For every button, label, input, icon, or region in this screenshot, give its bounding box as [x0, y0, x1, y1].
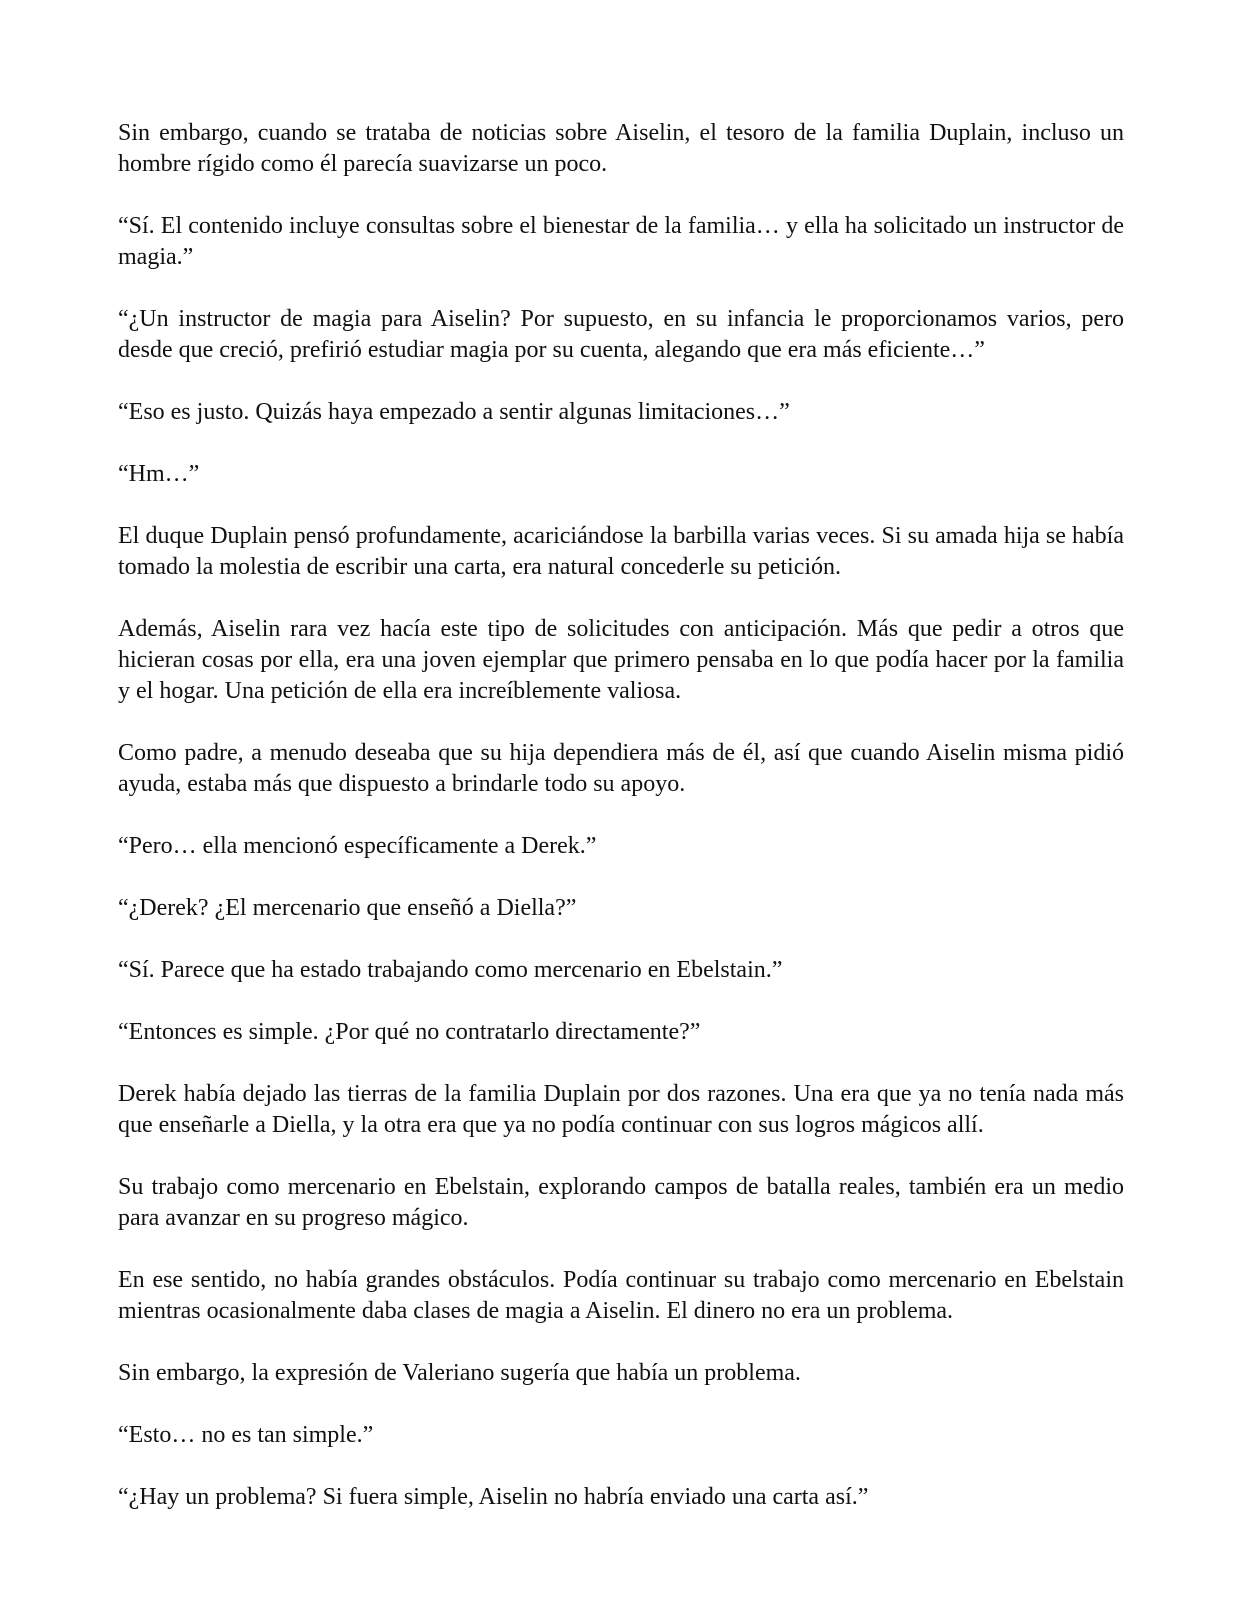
paragraph: Como padre, a menudo deseaba que su hija dependiera más de él, así que cuando Aiselin misma pidió ayuda, estaba más que dispuesto a brindarle todo su apoyo. [118, 740, 1124, 797]
paragraph: Sin embargo, la expresión de Valeriano sugería que había un problema. [118, 1360, 801, 1386]
paragraph: “Entonces es simple. ¿Por qué no contratarlo directamente?” [118, 1019, 701, 1045]
paragraph: “Sí. El contenido incluye consultas sobre el bienestar de la familia… y ella ha solicitado un instructor de magia.” [118, 213, 1124, 270]
paragraph: “¿Hay un problema? Si fuera simple, Aiselin no habría enviado una carta así.” [118, 1484, 869, 1510]
paragraph: Además, Aiselin rara vez hacía este tipo de solicitudes con anticipación. Más que pedir a otros que hicieran cosas por ella, era una joven ejemplar que primero pensaba en lo que podía hacer por la familia y el hogar. Una petición de ella era increíblemente valiosa. [118, 616, 1124, 704]
paragraph: “¿Un instructor de magia para Aiselin? Por supuesto, en su infancia le proporcionamos varios, pero desde que creció, prefirió estudiar magia por su cuenta, alegando que era más eficiente…” [118, 306, 1124, 363]
paragraph: Sin embargo, cuando se trataba de noticias sobre Aiselin, el tesoro de la familia Duplain, incluso un hombre rígido como él parecía suavizarse un poco. [118, 120, 1124, 177]
paragraph: “¿Derek? ¿El mercenario que enseñó a Diella?” [118, 895, 577, 921]
paragraph: Su trabajo como mercenario en Ebelstain, explorando campos de batalla reales, también era un medio para avanzar en su progreso mágico. [118, 1174, 1124, 1231]
paragraph: “Esto… no es tan simple.” [118, 1422, 374, 1448]
paragraph: “Sí. Parece que ha estado trabajando como mercenario en Ebelstain.” [118, 957, 783, 983]
document-body [118, 118, 1124, 1513]
paragraph: Derek había dejado las tierras de la familia Duplain por dos razones. Una era que ya no tenía nada más que enseñarle a Diella, y la otra era que ya no podía continuar con sus logros mágicos allí. [118, 1081, 1124, 1138]
paragraph: “Pero… ella mencionó específicamente a Derek.” [118, 833, 597, 859]
paragraph: “Eso es justo. Quizás haya empezado a sentir algunas limitaciones…” [118, 399, 790, 425]
paragraph: “Hm…” [118, 461, 200, 487]
paragraph: En ese sentido, no había grandes obstáculos. Podía continuar su trabajo como mercenario en Ebelstain mientras ocasionalmente daba clases de magia a Aiselin. El dinero no era un problema. [118, 1267, 1124, 1324]
paragraph: El duque Duplain pensó profundamente, acariciándose la barbilla varias veces. Si su amada hija se había tomado la molestia de escribir una carta, era natural concederle su petición. [118, 523, 1124, 580]
